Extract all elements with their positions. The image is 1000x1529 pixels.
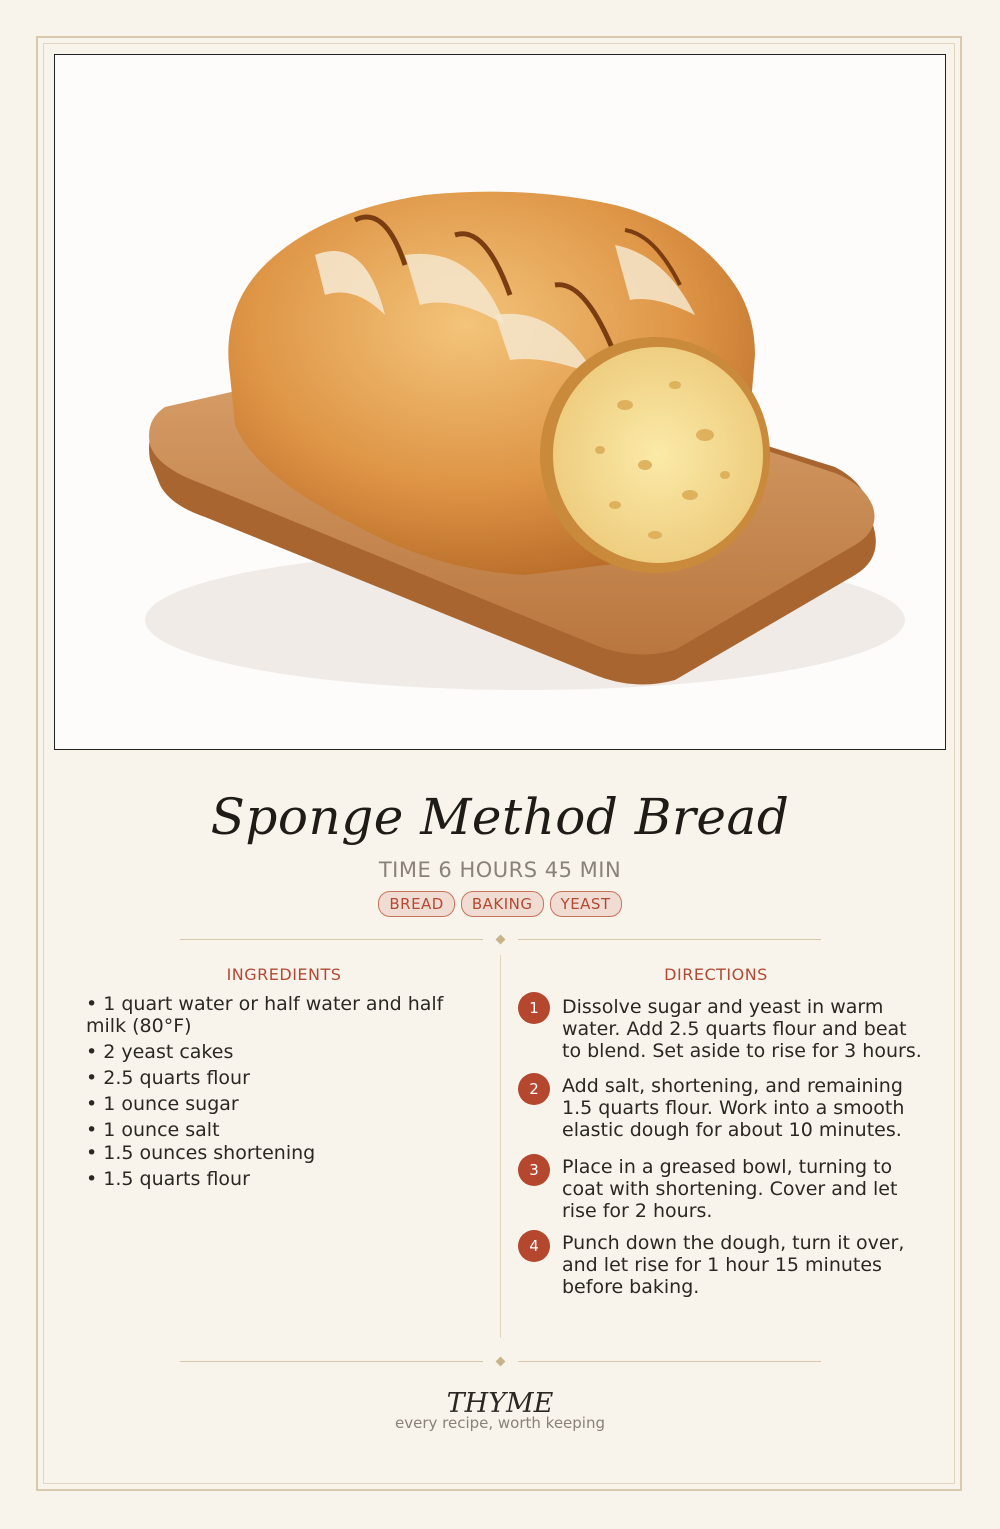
direction-step [518, 1073, 928, 1141]
step-number-badge: 1 [518, 992, 550, 1024]
column-divider [500, 955, 501, 1338]
directions-list [518, 992, 928, 1298]
top-divider-left [180, 939, 483, 940]
step-number-badge: 4 [518, 1230, 550, 1262]
step-text: Add salt, shortening, and remaining 1.5 quarts flour. Work into a smooth elastic dough for about 10 minutes. [562, 1075, 905, 1141]
ingredient-item: • 1 quart water or half water and half milk (80°F) [86, 993, 444, 1037]
directions-heading: DIRECTIONS [664, 965, 768, 984]
step-number-badge: 3 [518, 1154, 550, 1186]
ingredient-item: • 2 yeast cakes [86, 1041, 234, 1063]
hero-bread-illustration [54, 54, 946, 750]
top-divider-right [518, 939, 821, 940]
step-text: Dissolve sugar and yeast in warm water. Add 2.5 quarts flour and beat to blend. Set aside to rise for 3 hours. [562, 996, 922, 1062]
tag-list [0, 891, 1000, 917]
tag-yeast[interactable]: YEAST [550, 891, 622, 917]
direction-step [518, 1154, 928, 1222]
tag-bread[interactable]: BREAD [378, 891, 455, 917]
ingredients-list [86, 993, 486, 1194]
ingredient-item: • 1 ounce salt [86, 1119, 220, 1141]
direction-step [518, 1230, 928, 1298]
step-text: Place in a greased bowl, turning to coat with shortening. Cover and let rise for 2 hours. [562, 1156, 898, 1222]
brand-tagline: every recipe, worth keeping [394, 1414, 605, 1432]
brand-name: THYME [446, 1388, 554, 1419]
recipe-time: TIME 6 HOURS 45 MIN [378, 858, 622, 882]
tag-baking[interactable]: BAKING [461, 891, 544, 917]
recipe-title: Sponge Method Bread [210, 788, 790, 846]
ingredient-item: • 1.5 quarts flour [86, 1168, 250, 1190]
ingredient-item: • 1 ounce sugar [86, 1093, 239, 1115]
bottom-divider-left [180, 1361, 483, 1362]
step-text: Punch down the dough, turn it over, and let rise for 1 hour 15 minutes before baking. [562, 1232, 905, 1298]
ingredient-item: • 2.5 quarts flour [86, 1067, 250, 1089]
direction-step [518, 992, 928, 1062]
bottom-divider-right [518, 1361, 821, 1362]
ingredients-heading: INGREDIENTS [226, 965, 342, 984]
step-number-badge: 2 [518, 1073, 550, 1105]
ingredient-item: • 1.5 ounces shortening [86, 1142, 316, 1164]
